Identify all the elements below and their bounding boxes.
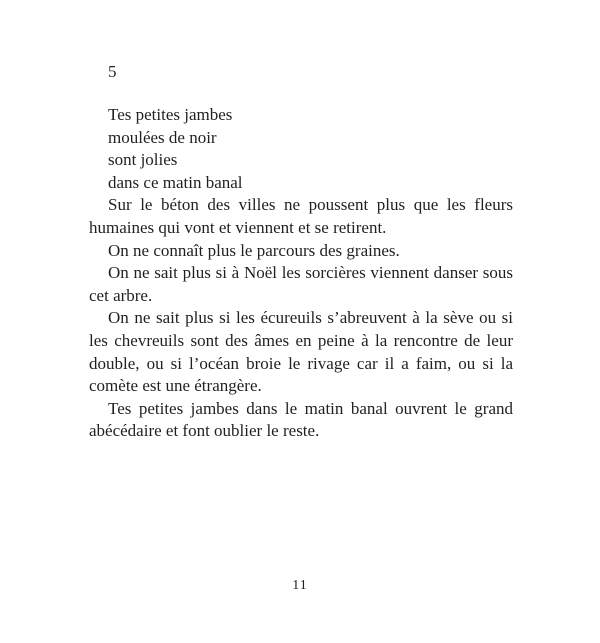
verse-line: sont jolies bbox=[108, 150, 178, 170]
poem-body bbox=[89, 104, 513, 443]
verse-line: Tes petites jambes bbox=[108, 105, 233, 124]
verse-line: dans ce matin banal bbox=[108, 172, 243, 192]
verse-line: moulées de noir bbox=[108, 127, 217, 147]
section-number: 5 bbox=[108, 62, 117, 81]
prose-paragraph: On ne sait plus si à Noël les sorcières viennent danser sous cet arbre. bbox=[89, 263, 513, 305]
prose-paragraph: On ne connaît plus le parcours des graines. bbox=[108, 240, 400, 260]
prose-paragraph: On ne sait plus si les écureuils s’abreuvent à la sève ou si les chevreuils sont des âmes en peine à la rencontre de leur double, ou si l’océan broie le rivage car il a faim, ou si la comète est une étrangère. bbox=[89, 308, 513, 396]
page-number: 11 bbox=[292, 578, 308, 593]
prose-paragraph: Sur le béton des villes ne poussent plus que les fleurs humaines qui vont et viennent et se retirent. bbox=[89, 195, 513, 237]
prose-paragraph: Tes petites jambes dans le matin banal ouvrent le grand abécédaire et font oublier le reste. bbox=[89, 398, 513, 441]
